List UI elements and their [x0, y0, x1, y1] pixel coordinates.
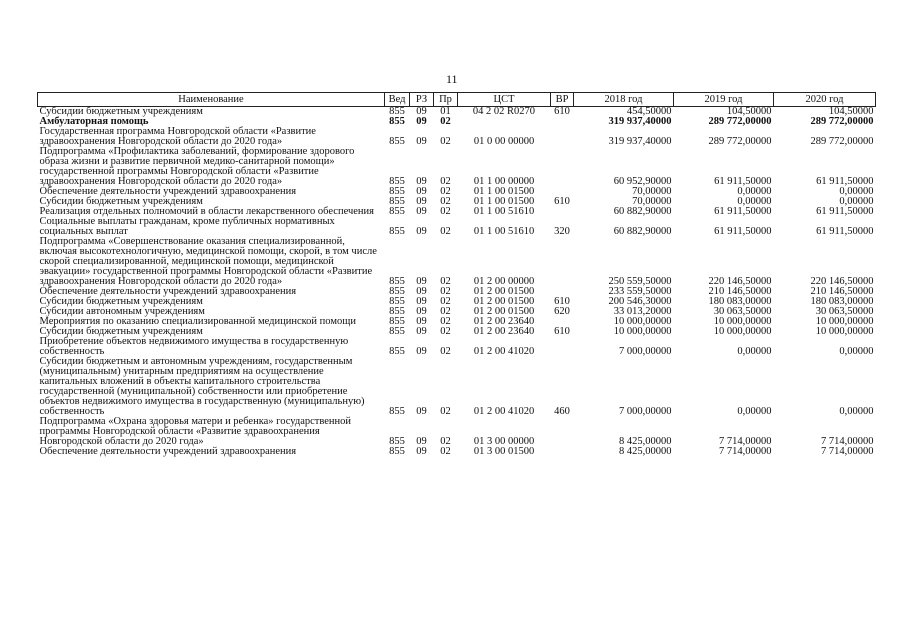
cell-ved: 855 [389, 186, 405, 197]
cell-name: Субсидии бюджетным учреждениям [39, 296, 203, 307]
cell-y2020: 61 911,50000 [816, 206, 874, 217]
cell-y2019: 10 000,00000 [713, 326, 772, 337]
cell-rz: 09 [416, 226, 427, 237]
cell-y2020: 0,00000 [839, 406, 874, 417]
header-rz: РЗ [410, 93, 434, 107]
page-number: 11 [446, 72, 458, 86]
cell-pr: 02 [440, 136, 451, 147]
cell-y2019: 289 772,00000 [708, 116, 772, 127]
cell-cst: 01 2 00 41020 [473, 346, 535, 357]
cell-rz: 09 [416, 346, 427, 357]
header-pr: Пр [434, 93, 458, 107]
cell-y2019: 7 714,00000 [719, 446, 772, 457]
cell-y2018: 8 425,00000 [619, 436, 672, 447]
cell-ved: 855 [389, 106, 405, 117]
cell-y2018: 319 937,40000 [608, 136, 672, 147]
cell-y2020: 0,00000 [839, 186, 874, 197]
table-row [38, 357, 876, 417]
cell-y2020: 61 911,50000 [816, 176, 874, 187]
cell-y2018: 7 000,00000 [619, 406, 672, 417]
cell-y2019: 61 911,50000 [714, 176, 772, 187]
cell-y2019: 220 146,50000 [708, 276, 772, 287]
cell-y2020: 104,50000 [828, 106, 874, 117]
cell-cst: 01 2 00 01500 [473, 286, 535, 297]
cell-ved: 855 [389, 436, 405, 447]
cell-ved: 855 [389, 446, 405, 457]
table-row [38, 417, 876, 447]
budget-table [37, 92, 876, 457]
table-body [38, 107, 876, 458]
cell-pr: 02 [440, 346, 451, 357]
cell-y2018: 8 425,00000 [619, 446, 672, 457]
cell-rz: 09 [416, 286, 427, 297]
cell-rz: 09 [416, 316, 427, 327]
cell-y2019: 180 083,00000 [708, 296, 772, 307]
cell-y2019: 10 000,00000 [713, 316, 772, 327]
cell-y2019: 0,00000 [737, 186, 772, 197]
cell-rz: 09 [416, 206, 427, 217]
cell-cst: 01 1 00 51610 [473, 226, 535, 237]
cell-cst: 01 3 00 01500 [473, 446, 535, 457]
cell-vr [551, 447, 574, 457]
header-name: Наименование [38, 93, 385, 107]
cell-ved: 855 [389, 116, 405, 127]
cell-pr: 02 [440, 326, 451, 337]
cell-ved: 855 [389, 326, 405, 337]
cell-y2020: 10 000,00000 [815, 326, 874, 337]
cell-pr: 02 [440, 276, 451, 287]
cell-cst: 01 1 00 00000 [473, 176, 535, 187]
cell-pr: 02 [440, 286, 451, 297]
cell-y2019: 30 063,50000 [713, 306, 772, 317]
cell-pr: 02 [440, 226, 451, 237]
cell-y2019: 61 911,50000 [714, 226, 772, 237]
cell-y2018: 60 952,90000 [613, 176, 672, 187]
cell-cst: 01 2 00 23640 [473, 316, 535, 327]
cell-name: Государственная программа Новгородской области «Развитие здравоохранения Новгородской области до 2020 года» [39, 126, 316, 147]
cell-name: Обеспечение деятельности учреждений здравоохранения [39, 286, 297, 297]
cell-vr [551, 417, 574, 447]
table-row [38, 337, 876, 357]
cell-name: Субсидии автономным учреждениям [39, 306, 205, 317]
cell-name: Подпрограмма «Профилактика заболеваний, формирование здорового образа жизни и развитие первичной медико-санитарной помощи» государственной программы Новгородской области «Развитие здравоохранения Новгородской области до 2020 года» [39, 146, 355, 187]
cell-name: Мероприятия по оказанию специализированной медицинской помощи [39, 316, 356, 327]
cell-pr: 02 [440, 186, 451, 197]
cell-cst: 01 1 00 51610 [473, 206, 535, 217]
cell-ved: 855 [389, 316, 405, 327]
cell-y2020: 10 000,00000 [815, 316, 874, 327]
cell-name: Субсидии бюджетным и автономным учреждениям, государственным (муниципальным) унитарным предприятиям на осуществление капитальных вложений в объекты капитального строительства государственной (муниципальной) собственности или приобретение объектов недвижимого имущества в государственную (муниципальную) собственность [39, 356, 365, 417]
header-ved: Вед [385, 93, 410, 107]
cell-ved: 855 [389, 176, 405, 187]
cell-y2020: 180 083,00000 [810, 296, 874, 307]
cell-rz: 09 [416, 176, 427, 187]
cell-vr [551, 117, 574, 127]
cell-name: Подпрограмма «Охрана здоровья матери и ребенка» государственной программы Новгородской области «Развитие здравоохранения Новгородской области до 2020 года» [39, 416, 352, 447]
cell-y2020: 220 146,50000 [810, 276, 874, 287]
cell-pr: 02 [440, 436, 451, 447]
cell-y2019: 0,00000 [737, 196, 772, 207]
cell-rz: 09 [416, 446, 427, 457]
cell-ved: 855 [389, 346, 405, 357]
cell-vr [551, 237, 574, 287]
cell-pr: 02 [440, 116, 451, 127]
cell-cst: 01 1 00 01500 [473, 186, 535, 197]
cell-vr: 320 [554, 226, 570, 237]
cell-pr: 02 [440, 296, 451, 307]
cell-name: Субсидии бюджетным учреждениям [39, 196, 203, 207]
table-row [38, 147, 876, 187]
cell-y2019: 289 772,00000 [708, 136, 772, 147]
cell-vr [551, 337, 574, 357]
header-vr: ВР [551, 93, 574, 107]
cell-cst: 04 2 02 R0270 [472, 106, 536, 117]
cell-ved: 855 [389, 296, 405, 307]
cell-y2018: 200 546,30000 [608, 296, 672, 307]
cell-rz: 09 [416, 136, 427, 147]
table-row [38, 217, 876, 237]
cell-y2018: 233 559,50000 [608, 286, 672, 297]
cell-name: Обеспечение деятельности учреждений здравоохранения [39, 186, 297, 197]
header-2019: 2019 год [674, 93, 774, 107]
cell-name: Подпрограмма «Совершенствование оказания специализированной, включая высокотехнологичную, медицинской помощи, скорой, в том числе скорой специализированной, медицинской помощи, медицинской эвакуации» государственной программы Новгородской области «Развитие здравоохранения Новгородской области до 2020 года» [39, 236, 377, 287]
cell-y2018: 10 000,00000 [613, 326, 672, 337]
table-row [38, 447, 876, 457]
cell-name: Приобретение объектов недвижимого имущества в государственную собственность [39, 336, 349, 357]
cell-cst: 01 2 00 41020 [473, 406, 535, 417]
cell-y2019: 210 146,50000 [708, 286, 772, 297]
cell-vr: 610 [554, 326, 570, 337]
cell-name: Субсидии бюджетным учреждениям [39, 326, 203, 337]
cell-vr [551, 147, 574, 187]
cell-cst: 01 2 00 01500 [473, 296, 535, 307]
header-2020: 2020 год [774, 93, 876, 107]
cell-pr: 01 [440, 106, 451, 117]
cell-vr [551, 207, 574, 217]
cell-y2020: 289 772,00000 [810, 116, 874, 127]
cell-y2020: 30 063,50000 [815, 306, 874, 317]
cell-y2020: 289 772,00000 [810, 136, 874, 147]
cell-cst: 01 0 00 00000 [473, 136, 535, 147]
cell-ved: 855 [389, 286, 405, 297]
cell-rz: 09 [416, 406, 427, 417]
cell-y2018: 250 559,50000 [608, 276, 672, 287]
cell-vr: 610 [554, 106, 570, 117]
cell-cst: 01 3 00 00000 [473, 436, 535, 447]
cell-ved: 855 [389, 306, 405, 317]
cell-y2018: 60 882,90000 [613, 226, 672, 237]
cell-name: Реализация отдельных полномочий в области лекарственного обеспечения [39, 206, 374, 217]
table-row [38, 237, 876, 287]
cell-name: Субсидии бюджетным учреждениям [39, 106, 203, 117]
cell-rz: 09 [416, 436, 427, 447]
header-cst: ЦСТ [458, 93, 551, 107]
cell-cst [458, 117, 551, 127]
cell-pr: 02 [440, 316, 451, 327]
cell-pr: 02 [440, 206, 451, 217]
cell-y2018: 7 000,00000 [619, 346, 672, 357]
table-header [38, 93, 876, 107]
cell-ved: 855 [389, 276, 405, 287]
cell-pr: 02 [440, 176, 451, 187]
cell-y2018: 10 000,00000 [613, 316, 672, 327]
cell-y2019: 0,00000 [737, 346, 772, 357]
cell-pr: 02 [440, 306, 451, 317]
cell-y2019: 104,50000 [726, 106, 772, 117]
cell-rz: 09 [416, 186, 427, 197]
cell-ved: 855 [389, 196, 405, 207]
cell-y2018: 60 882,90000 [613, 206, 672, 217]
cell-ved: 855 [389, 406, 405, 417]
cell-name: Социальные выплаты гражданам, кроме публичных нормативных социальных выплат [39, 216, 335, 237]
cell-vr: 620 [554, 306, 570, 317]
cell-y2018: 319 937,40000 [608, 116, 672, 127]
table-row [38, 127, 876, 147]
cell-y2018: 33 013,20000 [613, 306, 672, 317]
cell-cst: 01 2 00 23640 [473, 326, 535, 337]
cell-name: Амбулаторная помощь [39, 116, 149, 127]
cell-y2020: 0,00000 [839, 196, 874, 207]
cell-pr: 02 [440, 196, 451, 207]
cell-vr [551, 127, 574, 147]
cell-y2019: 7 714,00000 [719, 436, 772, 447]
cell-pr: 02 [440, 446, 451, 457]
cell-cst: 01 2 00 00000 [473, 276, 535, 287]
cell-rz: 09 [416, 106, 427, 117]
cell-name: Обеспечение деятельности учреждений здравоохранения [39, 446, 297, 457]
cell-y2018: 454,50000 [626, 106, 672, 117]
cell-ved: 855 [389, 136, 405, 147]
cell-y2018: 70,00000 [632, 196, 672, 207]
header-2018: 2018 год [574, 93, 674, 107]
cell-y2020: 7 714,00000 [821, 446, 874, 457]
cell-rz: 09 [416, 306, 427, 317]
cell-rz: 09 [416, 326, 427, 337]
cell-y2018: 70,00000 [632, 186, 672, 197]
cell-cst: 01 1 00 01500 [473, 196, 535, 207]
cell-vr: 610 [554, 296, 570, 307]
cell-rz: 09 [416, 276, 427, 287]
cell-vr: 610 [554, 196, 570, 207]
cell-y2019: 0,00000 [737, 406, 772, 417]
cell-ved: 855 [389, 206, 405, 217]
cell-y2020: 210 146,50000 [810, 286, 874, 297]
cell-ved: 855 [389, 226, 405, 237]
cell-y2020: 0,00000 [839, 346, 874, 357]
cell-rz: 09 [416, 296, 427, 307]
cell-y2019: 61 911,50000 [714, 206, 772, 217]
cell-rz: 09 [416, 116, 427, 127]
cell-rz: 09 [416, 196, 427, 207]
cell-vr: 460 [554, 406, 570, 417]
cell-y2020: 7 714,00000 [821, 436, 874, 447]
cell-pr: 02 [440, 406, 451, 417]
cell-cst: 01 2 00 01500 [473, 306, 535, 317]
cell-y2020: 61 911,50000 [816, 226, 874, 237]
